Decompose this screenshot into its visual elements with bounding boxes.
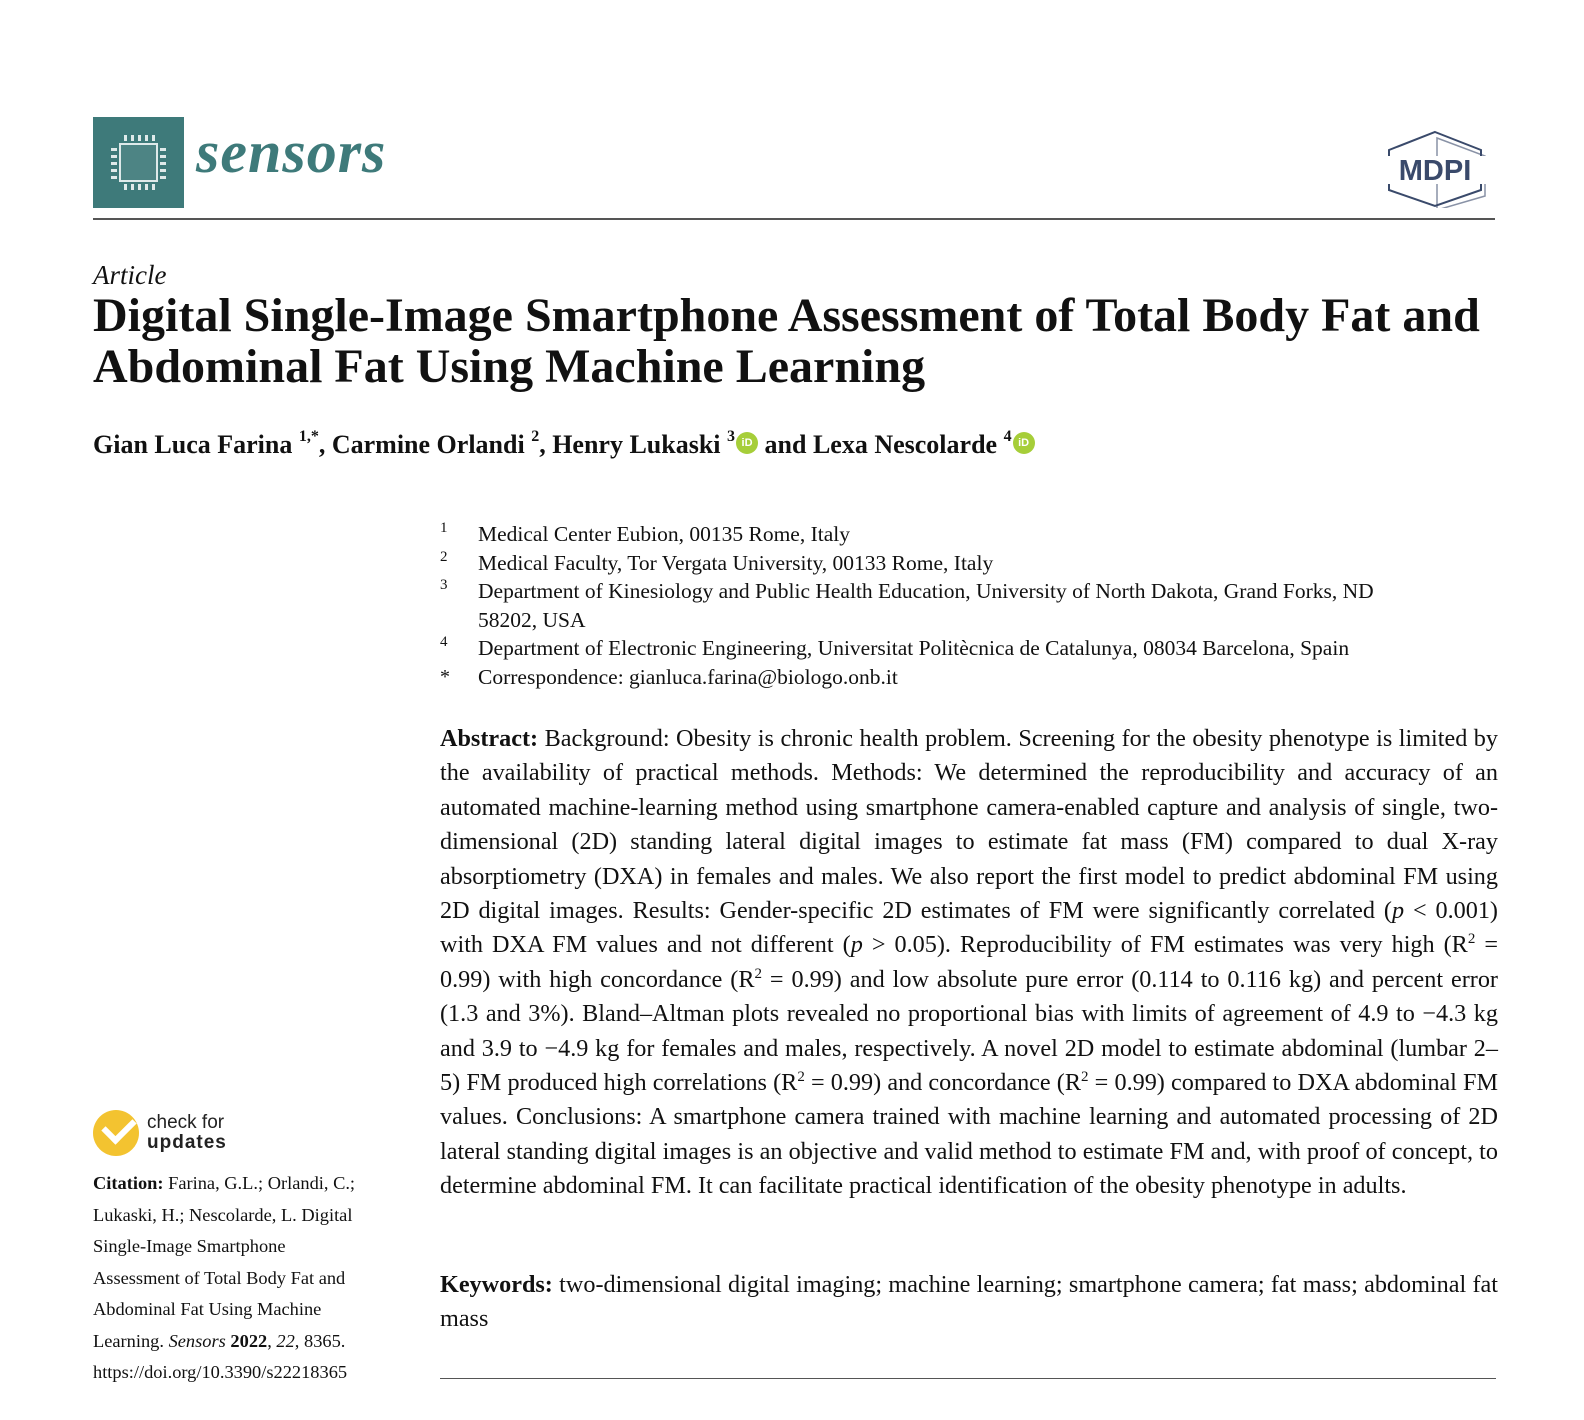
article-title: Digital Single-Image Smartphone Assessment of Total Body Fat and Abdominal Fat Using Machine Learning — [93, 289, 1480, 393]
affiliation-mark: 3 — [440, 577, 448, 594]
doi-link[interactable]: https://doi.org/10.3390/s22218365 — [93, 1362, 348, 1382]
author-affiliation-mark: 4 — [1003, 428, 1012, 446]
journal-name[interactable]: sensors — [196, 119, 387, 185]
author-affiliation-mark: 2 — [531, 428, 540, 446]
author-affiliation-mark: 3 — [727, 428, 736, 446]
updates-label-bottom: updates — [147, 1132, 227, 1153]
citation-block: Citation: Farina, G.L.; Orlandi, C.; Lukaski, H.; Nescolarde, L. Digital Single-Image Smartphone Assessment of Total Body Fat and Abdominal Fat Using Machine Learning. Sensors 2022, 22, 8365. https://doi.org/10.3390/s22218365 — [93, 1168, 398, 1389]
orcid-icon[interactable]: iD — [1013, 432, 1035, 454]
author-list: Gian Luca Farina $^{1,*}$, Carmine Orlandi $^2$, Henry Lukaski $^3$ iD and Lexa Nescolarde $^4$ iD — [93, 430, 1035, 460]
keywords — [440, 1268, 1498, 1337]
article-type: Article — [93, 260, 167, 290]
citation-label: Citation: — [93, 1173, 164, 1193]
section-divider — [440, 1378, 1496, 1379]
affiliation-mark: 4 — [440, 634, 448, 651]
check-for-updates-button[interactable] — [93, 1110, 293, 1160]
affiliation-text: Medical Faculty, Tor Vergata University, 00133 Rome, Italy — [478, 550, 994, 575]
affiliation-mark: 2 — [440, 548, 448, 565]
orcid-icon[interactable]: iD — [736, 432, 758, 454]
author-name: Gian Luca Farina — [93, 430, 293, 459]
affiliation-item — [440, 549, 1500, 578]
correspondence-text[interactable]: Correspondence: gianluca.farina@biologo.onb.it — [478, 664, 898, 689]
affiliation-list — [440, 520, 1500, 692]
chip-icon — [119, 143, 158, 182]
affiliation-text: Medical Center Eubion, 00135 Rome, Italy — [478, 522, 850, 546]
updates-label-top: check for — [147, 1112, 225, 1133]
abstract: Abstract: Background: Obesity is chronic health problem. Screening for the obesity phenotype is limited by the availability of practical methods. Methods: We determined the reproducibility and accuracy of an automated machine-learning method using smartphone camera-enabled capture and analysis of single, two-dimensional (2D) standing lateral digital images to estimate fat mass (FM) compared to dual X-ray absorptiometry (DXA) in females and males. We also report the first model to predict abdominal FM using 2D digital images. Results: Gender-specific 2D estimates of FM were significantly correlated (p < 0.001) with DXA FM values and not different (p > 0.05). Reproducibility of FM estimates was very high $(R^2 = 0.99)$ with high concordance $(R^2 = 0.99)$ and low absolute pure error (0.114 to 0.116 kg) and percent error (1.3 and 3%). Bland–Altman plots revealed no proportional bias with limits of agreement of 4.9 to −4.3 kg and 3.9 to −4.9 kg for females and males, respectively. A novel 2D model to estimate abdominal (lumbar 2–5) FM produced high correlations $(R^2 = 0.99)$ and concordance $(R^2 = 0.99)$ compared to DXA abdominal FM values. Conclusions: A smartphone camera trained with machine learning and automated processing of 2D lateral standing digital images is an objective and valid method to estimate FM and, with proof of concept, to determine abdominal FM. It can facilitate practical identification of the obesity phenotype in adults. — [440, 725, 1498, 1200]
affiliation-mark: 1 — [440, 520, 448, 536]
publisher-logo[interactable] — [1375, 130, 1495, 208]
author-affiliation-mark: 1,* — [298, 428, 319, 446]
affiliation-text: Department of Electronic Engineering, Universitat Politècnica de Catalunya, 08034 Barcelona, Spain — [478, 636, 1350, 661]
abstract-label: Abstract: — [440, 725, 539, 752]
header-divider — [93, 218, 1495, 220]
affiliation-item — [440, 634, 1500, 663]
affiliation-mark: * — [440, 665, 450, 688]
journal-logo — [93, 117, 184, 208]
affiliation-item — [440, 520, 1500, 549]
keywords-text: two-dimensional digital imaging; machine learning; smartphone camera; fat mass; abdominal fat mass — [440, 1271, 1498, 1333]
affiliation-item — [440, 577, 1500, 634]
check-badge-icon — [93, 1110, 139, 1156]
publisher-name: MDPI — [1398, 155, 1472, 187]
author-name: Henry Lukaski — [552, 430, 721, 459]
correspondence-item — [440, 663, 1500, 692]
affiliation-text: Department of Kinesiology and Public Health Education, University of North Dakota, Grand Forks, ND 58202, USA — [478, 579, 1374, 632]
author-name: Carmine Orlandi — [331, 430, 525, 459]
author-name: Lexa Nescolarde — [812, 430, 998, 459]
keywords-label: Keywords: — [440, 1271, 553, 1298]
